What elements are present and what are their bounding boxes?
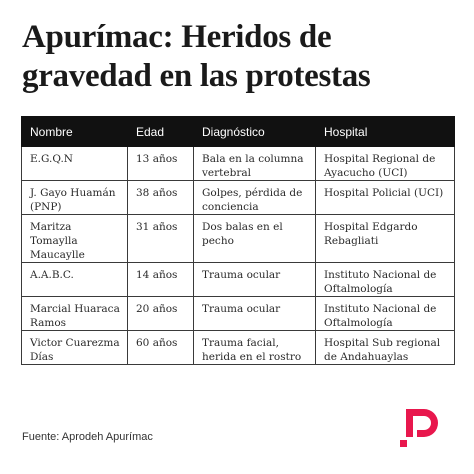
cell-edad: 38 años bbox=[128, 181, 194, 215]
cell-edad: 31 años bbox=[128, 215, 194, 263]
injured-table bbox=[21, 116, 455, 365]
column-header-nombre: Nombre bbox=[22, 117, 128, 147]
cell-hospital: Instituto Nacional de Oftalmología bbox=[316, 263, 455, 297]
page-title: Apurímac: Heridos de gravedad en las protestas bbox=[22, 19, 371, 94]
table-row bbox=[22, 263, 455, 297]
source-note: Fuente: Aprodeh Apurímac bbox=[22, 431, 153, 443]
cell-hospital: Hospital Regional de Ayacucho (UCI) bbox=[316, 147, 455, 181]
cell-edad: 14 años bbox=[128, 263, 194, 297]
cell-hospital: Instituto Nacional de Oftalmología bbox=[316, 297, 455, 331]
cell-nombre: Victor Cuarezma Días bbox=[22, 331, 128, 365]
table-row bbox=[22, 297, 455, 331]
table-header-row bbox=[22, 117, 455, 147]
cell-hospital: Hospital Edgardo Rebagliati bbox=[316, 215, 455, 263]
cell-diagnostico: Dos balas en el pecho bbox=[194, 215, 316, 263]
cell-edad: 13 años bbox=[128, 147, 194, 181]
cell-hospital: Hospital Sub regional de Andahuaylas bbox=[316, 331, 455, 365]
table-row bbox=[22, 215, 455, 263]
cell-nombre: J. Gayo Huamán (PNP) bbox=[22, 181, 128, 215]
cell-edad: 60 años bbox=[128, 331, 194, 365]
table-row bbox=[22, 331, 455, 365]
cell-diagnostico: Golpes, pérdida de conciencia bbox=[194, 181, 316, 215]
cell-nombre: Marcial Huaraca Ramos bbox=[22, 297, 128, 331]
cell-nombre: A.A.B.C. bbox=[22, 263, 128, 297]
brand-p-logo-icon bbox=[398, 407, 440, 449]
column-header-hospital: Hospital bbox=[316, 117, 455, 147]
column-header-edad: Edad bbox=[128, 117, 194, 147]
cell-diagnostico: Bala en la columna vertebral bbox=[194, 147, 316, 181]
column-header-diagnostico: Diagnóstico bbox=[194, 117, 316, 147]
cell-diagnostico: Trauma ocular bbox=[194, 263, 316, 297]
table-row bbox=[22, 147, 455, 181]
cell-nombre: E.G.Q.N bbox=[22, 147, 128, 181]
cell-hospital: Hospital Policial (UCI) bbox=[316, 181, 455, 215]
cell-diagnostico: Trauma ocular bbox=[194, 297, 316, 331]
cell-nombre: Maritza Tomaylla Maucaylle bbox=[22, 215, 128, 263]
table-row bbox=[22, 181, 455, 215]
cell-edad: 20 años bbox=[128, 297, 194, 331]
cell-diagnostico: Trauma facial, herida en el rostro bbox=[194, 331, 316, 365]
